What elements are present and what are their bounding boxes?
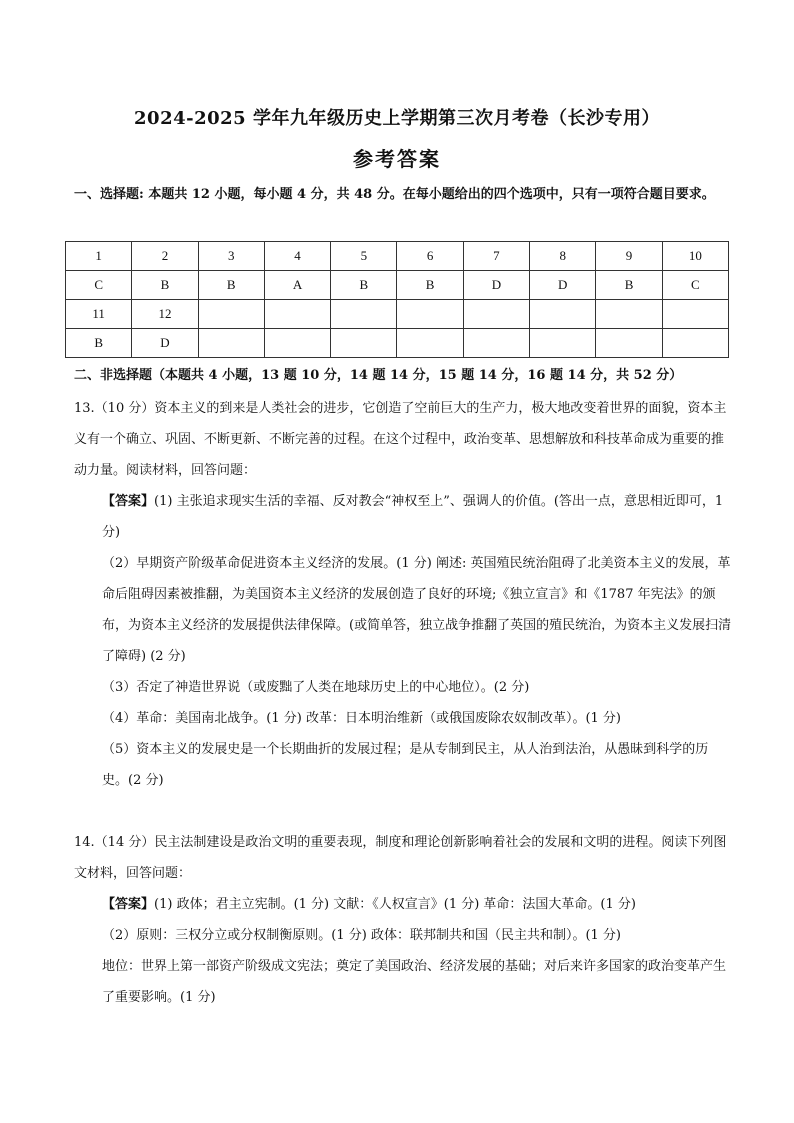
page-title: 2024-2025 学年九年级历史上学期第三次月考卷（长沙专用） xyxy=(134,108,660,129)
table-cell xyxy=(463,300,529,329)
table-cell: 4 xyxy=(264,242,330,271)
table-cell: B xyxy=(596,271,662,300)
answer-part-3: 地位：世界上第一部资产阶级成文宪法；奠定了美国政治、经济发展的基础；对后来许多国家的政治变革产生了重要影响。(1 分) xyxy=(102,959,727,1005)
question-stem: 14.（14 分）民主法制建设是政治文明的重要表现，制度和理论创新影响着社会的发展和文明的进程。阅读下列图文材料，回答问题： xyxy=(74,835,727,881)
table-cell xyxy=(331,300,397,329)
table-cell xyxy=(198,329,264,358)
table-cell xyxy=(530,300,596,329)
table-cell xyxy=(596,300,662,329)
table-cell: C xyxy=(662,271,728,300)
answer-text: (1) 政体；君主立宪制。(1 分) 文献：《人权宣言》(1 分) 革命：法国大革命。(1 分) xyxy=(154,897,636,912)
question-13 xyxy=(74,393,734,796)
section-nonchoice-heading: 二、非选择题（本题共 4 小题，13 题 10 分，14 题 14 分，15 题 14 分，16 题 14 分，共 52 分） xyxy=(74,368,683,383)
table-cell: 8 xyxy=(530,242,596,271)
table-cell: 11 xyxy=(66,300,132,329)
table-cell: D xyxy=(530,271,596,300)
table-cell: 6 xyxy=(397,242,463,271)
answer-text: (1) 主张追求现实生活的幸福、反对教会“神权至上”、强调人的价值。(答出一点，意思相近即可，1 分) xyxy=(102,494,724,540)
question-stem: 13.（10 分）资本主义的到来是人类社会的进步，它创造了空前巨大的生产力，极大地改变着世界的面貌，资本主义有一个确立、巩固、不断更新、不断完善的过程。在这个过程中，政治变革、思想解放和科技革命成为重要的推动力量。阅读材料，回答问题： xyxy=(74,401,727,478)
table-cell: 7 xyxy=(463,242,529,271)
answer-part-4: （4）革命：美国南北战争。(1 分) 改革：日本明治维新（或俄国废除农奴制改革）。(1 分) xyxy=(102,711,621,726)
table-cell: 3 xyxy=(198,242,264,271)
table-cell xyxy=(463,329,529,358)
answer-label: 【答案】 xyxy=(102,494,155,509)
table-cell xyxy=(264,329,330,358)
answer-label: 【答案】 xyxy=(102,897,155,912)
table-cell xyxy=(662,329,728,358)
question-14 xyxy=(74,827,734,1013)
table-cell: B xyxy=(331,271,397,300)
table-cell: C xyxy=(66,271,132,300)
table-row xyxy=(66,271,729,300)
table-cell: 9 xyxy=(596,242,662,271)
table-row xyxy=(66,242,729,271)
table-cell: 10 xyxy=(662,242,728,271)
table-cell xyxy=(264,300,330,329)
answer-part-3: （3）否定了神造世界说（或废黜了人类在地球历史上的中心地位）。(2 分) xyxy=(102,680,530,695)
answer-part-1 xyxy=(74,486,734,548)
answer-part-5: （5）资本主义的发展史是一个长期曲折的发展过程；是从专制到民主，从人治到法治，从愚昧到科学的历史。(2 分) xyxy=(102,742,709,788)
table-cell: A xyxy=(264,271,330,300)
table-cell: B xyxy=(198,271,264,300)
table-cell xyxy=(397,329,463,358)
answer-table xyxy=(65,241,729,358)
table-cell: 5 xyxy=(331,242,397,271)
answer-part-1 xyxy=(74,889,734,920)
table-cell: 2 xyxy=(132,242,198,271)
table-row xyxy=(66,329,729,358)
table-cell xyxy=(596,329,662,358)
table-cell: 1 xyxy=(66,242,132,271)
table-cell xyxy=(662,300,728,329)
section-choice-heading: 一、选择题: 本题共 12 小题，每小题 4 分，共 48 分。在每小题给出的四个选项中，只有一项符合题目要求。 xyxy=(74,187,715,202)
table-cell xyxy=(530,329,596,358)
table-cell: B xyxy=(132,271,198,300)
table-cell: D xyxy=(132,329,198,358)
table-row xyxy=(66,300,729,329)
table-cell: B xyxy=(397,271,463,300)
table-cell: D xyxy=(463,271,529,300)
table-cell xyxy=(331,329,397,358)
answer-part-2: （2）早期资产阶级革命促进资本主义经济的发展。(1 分) 阐述: 英国殖民统治阻碍了北美资本主义的发展，革命后阻碍因素被推翻，为美国资本主义经济的发展创造了良好的环境;《独立宣言》和《1787 年宪法》的颁布，为资本主义经济的发展提供法律保障。(或简单答，独立战争推翻了英国的殖民统治，为资本主义发展扫清了障碍) (2 分) xyxy=(102,556,732,664)
answer-part-2: （2）原则：三权分立或分权制衡原则。(1 分) 政体：联邦制共和国（民主共和制）。(1 分) xyxy=(102,928,621,943)
table-cell: 12 xyxy=(132,300,198,329)
table-cell xyxy=(397,300,463,329)
table-cell: B xyxy=(66,329,132,358)
page-subtitle: 参考答案 xyxy=(353,147,441,171)
table-cell xyxy=(198,300,264,329)
